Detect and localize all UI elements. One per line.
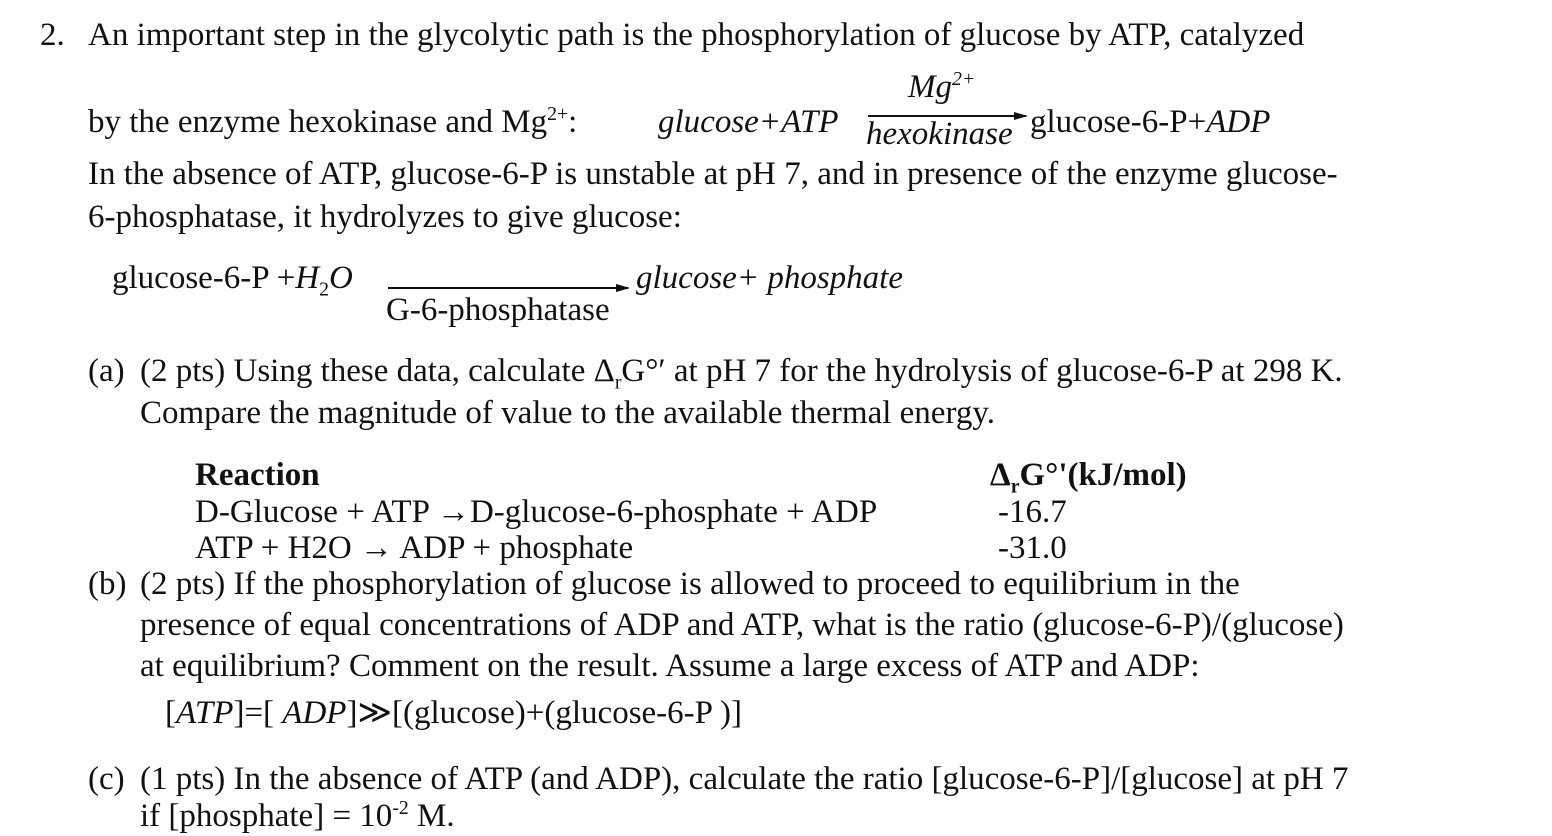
table-header-dg: $\Delta_rG^\circ'(kJ/mol)$ (990, 457, 1187, 498)
part-b-equation: [ATP]=[ ADP]≫[(glucose)+(glucose-6-P )] (165, 695, 743, 731)
table-row-1-reaction: D-Glucose + ATP →D-glucose-6-phosphate + ADP (195, 494, 878, 530)
part-c-line-2: if [phosphate] = $10^{-2}$ M. (140, 797, 455, 834)
part-b-line-1: (2 pts) If the phosphorylation of glucose is allowed to proceed to equilibrium in the (140, 566, 1240, 602)
rxn1-reactants: glucose+ATP (658, 104, 839, 140)
rxn2-arrow (388, 287, 628, 289)
part-a-label: (a) (88, 353, 125, 389)
table-header-reaction: Reaction (195, 457, 320, 493)
rxn2-enzyme: G-6-phosphatase (386, 292, 610, 328)
rxn1-products: glucose-6-P+ADP (1030, 104, 1271, 140)
rxn2-reactants: $glucose-6-P +H_2O$ (112, 260, 353, 301)
part-b-line-2: presence of equal concentrations of ADP and ATP, what is the ratio (glucose-6-P)/(glucose) (140, 607, 1344, 643)
part-b-line-3: at equilibrium? Comment on the result. Assume a large excess of ATP and ADP: (140, 648, 1200, 684)
part-b-label: (b) (88, 566, 127, 602)
table-row-2-value: -31.0 (998, 530, 1067, 566)
problem-number: 2. (40, 17, 65, 53)
rxn2-products: glucose+ phosphate (636, 260, 903, 296)
rxn1-catalyst-bottom: hexokinase (866, 116, 1013, 152)
table-row-2-reaction: ATP + H2O → ADP + phosphate (195, 530, 634, 566)
problem-line-1: An important step in the glycolytic path is the phosphorylation of glucose by ATP, catalyzed (88, 17, 1305, 53)
problem-line-3: In the absence of ATP, glucose-6-P is unstable at pH 7, and in presence of the enzyme glucose- (88, 156, 1338, 192)
part-a-line-1: (2 pts) Using these data, calculate $\Delta_rG^\circ'$ at pH 7 for the hydrolysis of glucose-6-P at 298 K. (140, 353, 1343, 394)
part-c-label: (c) (88, 761, 125, 797)
table-row-1-value: -16.7 (998, 494, 1067, 530)
problem-line-2: by the enzyme hexokinase and $Mg^{2+}$: (88, 103, 578, 140)
problem-line-4: 6-phosphatase, it hydrolyzes to give glucose: (88, 199, 682, 235)
part-a-line-2: Compare the magnitude of value to the available thermal energy. (140, 395, 995, 431)
part-c-line-1: (1 pts) In the absence of ATP (and ADP), calculate the ratio [glucose-6-P]/[glucose] at pH 7 (140, 761, 1349, 797)
rxn1-catalyst-top: $Mg^{2+}$ (908, 68, 976, 105)
